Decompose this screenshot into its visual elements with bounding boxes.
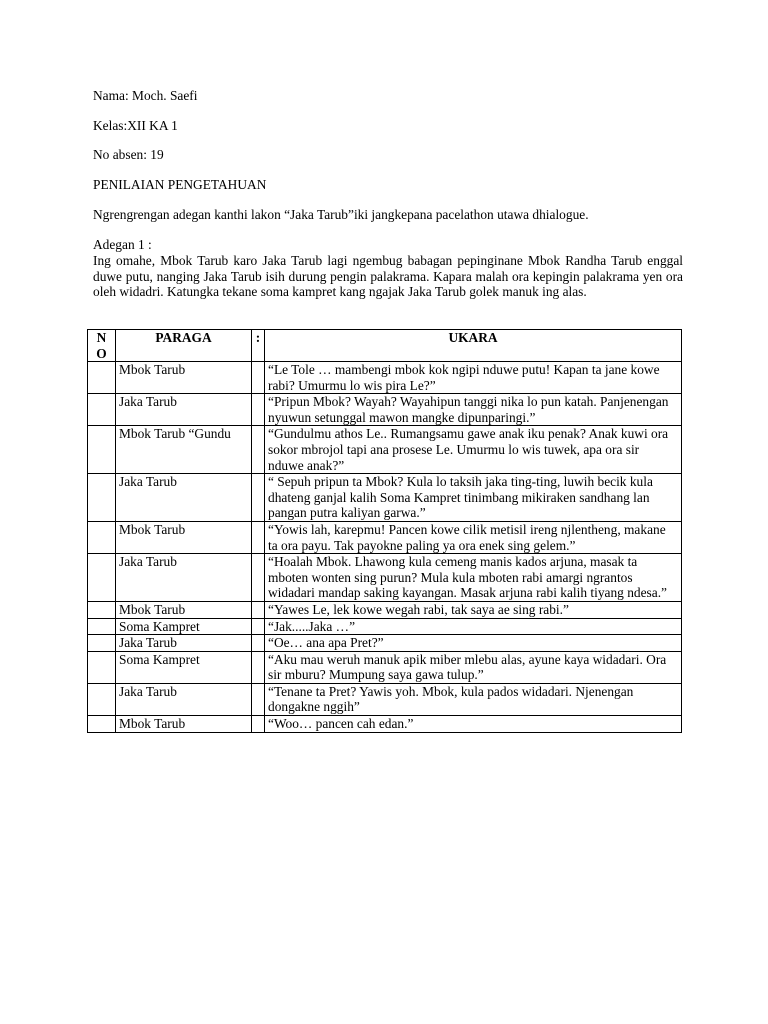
assignment-instruction: Ngrengrengan adegan kanthi lakon “Jaka Tarub”iki jangkepana pacelathon utawa dhialogue. (93, 207, 589, 222)
row-paraga-cell: Jaka Tarub (116, 554, 252, 602)
table-row (88, 618, 682, 635)
row-ukara-cell: “Jak.....Jaka …” (265, 618, 682, 635)
row-colon-cell (252, 618, 265, 635)
row-number-cell (88, 474, 116, 522)
table-row (88, 683, 682, 715)
row-paraga-cell: Mbok Tarub (116, 362, 252, 394)
table-row (88, 635, 682, 652)
scene-description: Ing omahe, Mbok Tarub karo Jaka Tarub lagi ngembug babagan pepinginane Mbok Randha Tarub enggal duwe putu, nanging Jaka Tarub isih durung pengin palakrama. Kapara malah ora kepingin palakrama yen ora oleh widadri. Katungka tekane soma kampret kang ngajak Jaka Tarub golek manuk ing alas. (93, 253, 683, 300)
row-paraga-cell: Soma Kampret (116, 651, 252, 683)
header-no (88, 330, 116, 362)
student-class: Kelas:XII KA 1 (93, 118, 178, 133)
row-ukara-cell: “Woo… pancen cah edan.” (265, 716, 682, 733)
dialogue-table (87, 329, 682, 733)
row-paraga-cell: Soma Kampret (116, 618, 252, 635)
row-paraga-cell: Jaka Tarub (116, 683, 252, 715)
table-row (88, 426, 682, 474)
row-number-cell (88, 683, 116, 715)
row-number-cell (88, 394, 116, 426)
table-header-row (88, 330, 682, 362)
header-ukara: UKARA (265, 330, 682, 362)
row-paraga-cell: Mbok Tarub (116, 601, 252, 618)
header-no-bottom: O (96, 345, 107, 361)
row-colon-cell (252, 601, 265, 618)
row-ukara-cell: “Oe… ana apa Pret?” (265, 635, 682, 652)
row-number-cell (88, 651, 116, 683)
row-number-cell (88, 426, 116, 474)
row-colon-cell (252, 651, 265, 683)
row-colon-cell (252, 474, 265, 522)
row-colon-cell (252, 426, 265, 474)
dialogue-rows (88, 362, 682, 733)
table-row (88, 651, 682, 683)
row-paraga-cell: Jaka Tarub (116, 474, 252, 522)
row-ukara-cell: “ Sepuh pripun ta Mbok? Kula lo taksih jaka ting-ting, luwih becik kula dhateng ganjal kalih Soma Kampret tinimbang mikiraken sandhang lan pangan putra kaliyan garwa.” (265, 474, 682, 522)
header-paraga: PARAGA (116, 330, 252, 362)
row-paraga-cell: Jaka Tarub (116, 635, 252, 652)
row-ukara-cell: “Gundulmu athos Le.. Rumangsamu gawe anak iku penak? Anak kuwi ora sokor mbrojol tapi ana prosese Le. Umurmu lo wis tuwek, apa ora sir nduwe anak?” (265, 426, 682, 474)
row-colon-cell (252, 635, 265, 652)
table-row (88, 554, 682, 602)
row-number-cell (88, 601, 116, 618)
scene-label: Adegan 1 : (93, 237, 152, 252)
row-colon-cell (252, 362, 265, 394)
row-ukara-cell: “Yawes Le, lek kowe wegah rabi, tak saya ae sing rabi.” (265, 601, 682, 618)
row-colon-cell (252, 683, 265, 715)
row-paraga-cell: Jaka Tarub (116, 394, 252, 426)
assessment-title: PENILAIAN PENGETAHUAN (93, 177, 267, 192)
row-paraga-cell: Mbok Tarub (116, 716, 252, 733)
row-ukara-cell: “Le Tole … mambengi mbok kok ngipi nduwe putu! Kapan ta jane kowe rabi? Umurmu lo wis pira Le?” (265, 362, 682, 394)
row-ukara-cell: “Yowis lah, karepmu! Pancen kowe cilik metisil ireng njlentheng, makane ta ora payu. Tak payokne paling ya ora enek sing gelem.” (265, 521, 682, 553)
row-number-cell (88, 716, 116, 733)
table-row (88, 474, 682, 522)
row-ukara-cell: “Aku mau weruh manuk apik miber mlebu alas, ayune kaya widadari. Ora sir mburu? Mumpung saya gawa tulup.” (265, 651, 682, 683)
row-number-cell (88, 554, 116, 602)
table-row (88, 362, 682, 394)
row-paraga-cell: Mbok Tarub (116, 521, 252, 553)
row-number-cell (88, 521, 116, 553)
row-ukara-cell: “Hoalah Mbok. Lhawong kula cemeng manis kados arjuna, masak ta mboten wonten sing purun? Mula kula mboten rabi amargi ngrantos widadari mandap saking kayangan. Masak arjuna rabi kalih tiyang ndesa.” (265, 554, 682, 602)
header-no-top: N (96, 330, 107, 345)
table-row (88, 521, 682, 553)
row-number-cell (88, 618, 116, 635)
student-number: No absen: 19 (93, 147, 164, 162)
table-row (88, 601, 682, 618)
row-colon-cell (252, 716, 265, 733)
row-colon-cell (252, 554, 265, 602)
row-colon-cell (252, 394, 265, 426)
row-paraga-cell: Mbok Tarub “Gundu (116, 426, 252, 474)
student-name: Nama: Moch. Saefi (93, 88, 198, 103)
row-ukara-cell: “Tenane ta Pret? Yawis yoh. Mbok, kula pados widadari. Njenengan dongakne nggih” (265, 683, 682, 715)
header-colon: : (252, 330, 265, 362)
row-colon-cell (252, 521, 265, 553)
row-number-cell (88, 362, 116, 394)
row-number-cell (88, 635, 116, 652)
row-ukara-cell: “Pripun Mbok? Wayah? Wayahipun tanggi nika lo pun katah. Panjenengan nyuwun setunggal mawon mangke dipunparingi.” (265, 394, 682, 426)
table-row (88, 394, 682, 426)
table-row (88, 716, 682, 733)
